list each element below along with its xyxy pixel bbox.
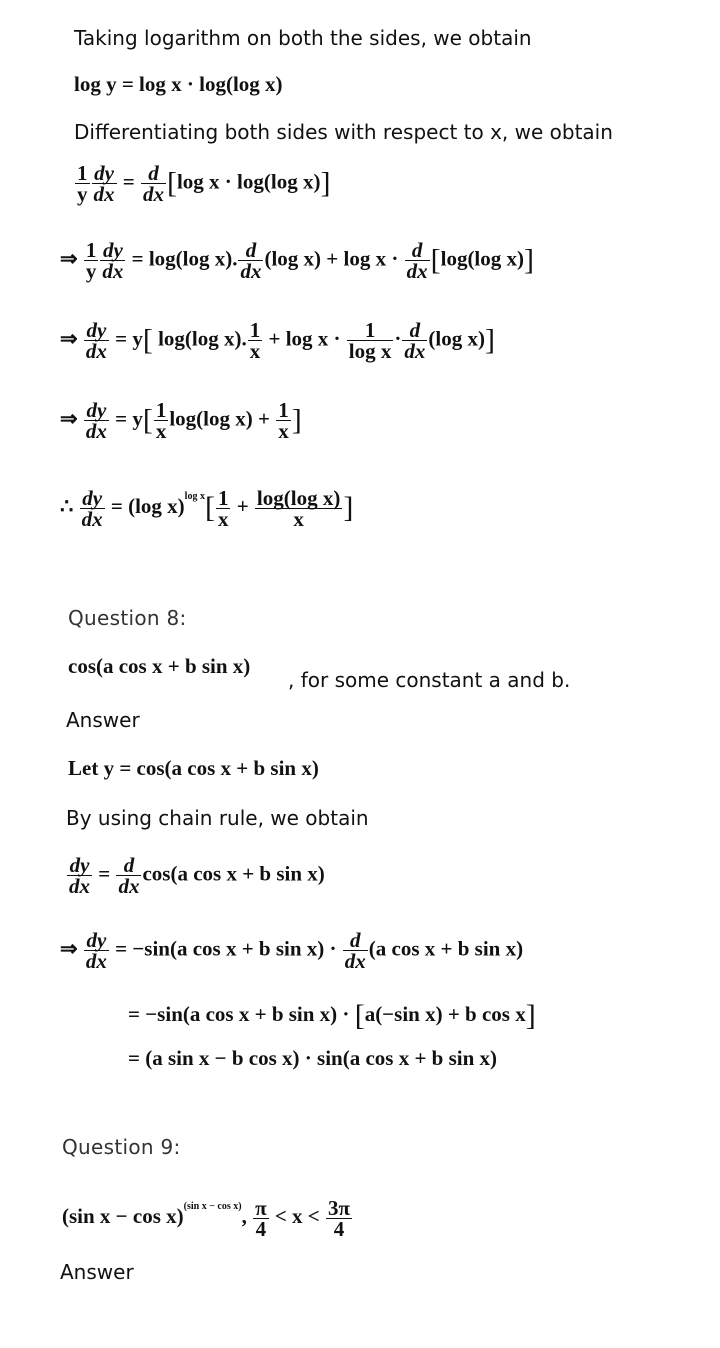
intro-line-1: Taking logarithm on both the sides, we obtain xyxy=(74,26,532,50)
question-9-expression: (sin x − cos x)$^{(sin x - cos x)}$, $\frac{\pi}{4}$ < x < $\frac{3\pi}{4}$ xyxy=(62,1195,351,1241)
intro-line-2: Differentiating both sides with respect to x, we obtain xyxy=(74,120,613,144)
equation-derivative-3: ⇒ $\frac{dy}{dx}$ = y[ log(log x). $\frac{1}{x}$ + log x · $\frac{1}{\text{log x}}$ · $\frac{d}{dx}$ (log x)] xyxy=(60,318,495,363)
chain-rule-text: By using chain rule, we obtain xyxy=(66,806,369,830)
question-8-expression: cos(a cos x + b sin x) xyxy=(68,654,251,678)
equation-derivative-1: $\frac{1}{y}$ $\frac{dy}{dx}$ = $\frac{d}{dx}$ [log x · log(log x)] xyxy=(77,161,331,206)
question-9-answer-label: Answer xyxy=(60,1260,134,1284)
question-9-heading: Question 9: xyxy=(62,1135,181,1159)
question-8-heading: Question 8: xyxy=(68,606,187,630)
question-8-suffix: , for some constant a and b. xyxy=(288,668,571,692)
q8-equation-2: ⇒ $\frac{dy}{dx}$ = −sin(a cos x + b sin x) · $\frac{d}{dx}$ (a cos x + b sin x) xyxy=(60,928,524,973)
q8-equation-3: = −sin(a cos x + b sin x) · [a(−sin x) + b cos x] xyxy=(128,999,536,1033)
equation-let-y: Let y = cos(a cos x + b sin x) xyxy=(68,756,319,780)
equation-result: ∴ $\frac{dy}{dx}$ = (log x)$^{log x}$[ $\frac{1}{x}$ + $\frac{\text{log(log x)}}{x}$ ] xyxy=(60,485,354,531)
equation-derivative-4: ⇒ $\frac{dy}{dx}$ = y[ $\frac{1}{x}$ log(log x) + $\frac{1}{x}$ ] xyxy=(60,398,302,443)
question-8-answer-label: Answer xyxy=(66,708,140,732)
q8-equation-1: $\frac{dy}{dx}$ = $\frac{d}{dx}$ cos(a cos x + b sin x) xyxy=(69,853,325,898)
equation-derivative-2: ⇒ $\frac{1}{y}$ $\frac{dy}{dx}$ = log(log x). $\frac{d}{dx}$ (log x) + log x · $\frac{d}{dx}$ [log(log x)] xyxy=(60,238,535,283)
equation-log-y xyxy=(74,72,283,96)
q8-equation-4: = (a sin x − b cos x) · sin(a cos x + b sin x) xyxy=(128,1046,498,1070)
equation-log-y-text: log y = log x · log(log x) xyxy=(74,72,283,96)
